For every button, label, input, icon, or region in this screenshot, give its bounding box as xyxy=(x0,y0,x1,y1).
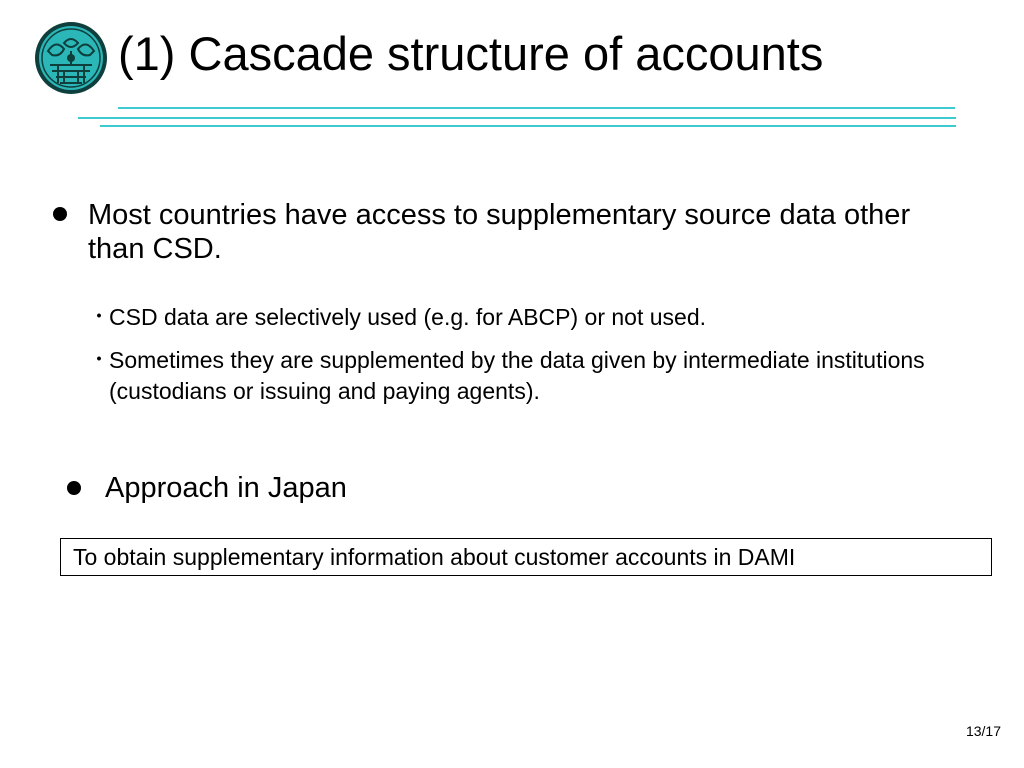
sub-bullet-text: Sometimes they are supplemented by the data given by intermediate institutions (custodians or issuing and paying agents). xyxy=(109,347,925,404)
approach-box xyxy=(60,538,992,576)
seal-icon xyxy=(34,21,108,95)
sub-bullet-text: CSD data are selectively used (e.g. for ABCP) or not used. xyxy=(109,304,707,330)
sub-bullet-marker: ・ xyxy=(88,347,111,372)
bullet-text: Approach in Japan xyxy=(105,472,347,504)
seal-logo xyxy=(34,21,108,95)
title-divider-line xyxy=(118,107,955,109)
bullet-dot-icon xyxy=(53,207,67,221)
bullet-text: Most countries have access to supplementary source data other than CSD. xyxy=(88,199,911,265)
title-divider-line xyxy=(78,117,956,119)
slide-title: (1) Cascade structure of accounts xyxy=(118,27,824,80)
title-divider-line xyxy=(100,125,956,127)
approach-box-text: To obtain supplementary information about customer accounts in DAMI xyxy=(73,544,796,570)
bullet-dot-icon xyxy=(67,481,81,495)
page-number: 13/17 xyxy=(965,723,1001,739)
sub-bullet-marker: ・ xyxy=(88,304,111,329)
